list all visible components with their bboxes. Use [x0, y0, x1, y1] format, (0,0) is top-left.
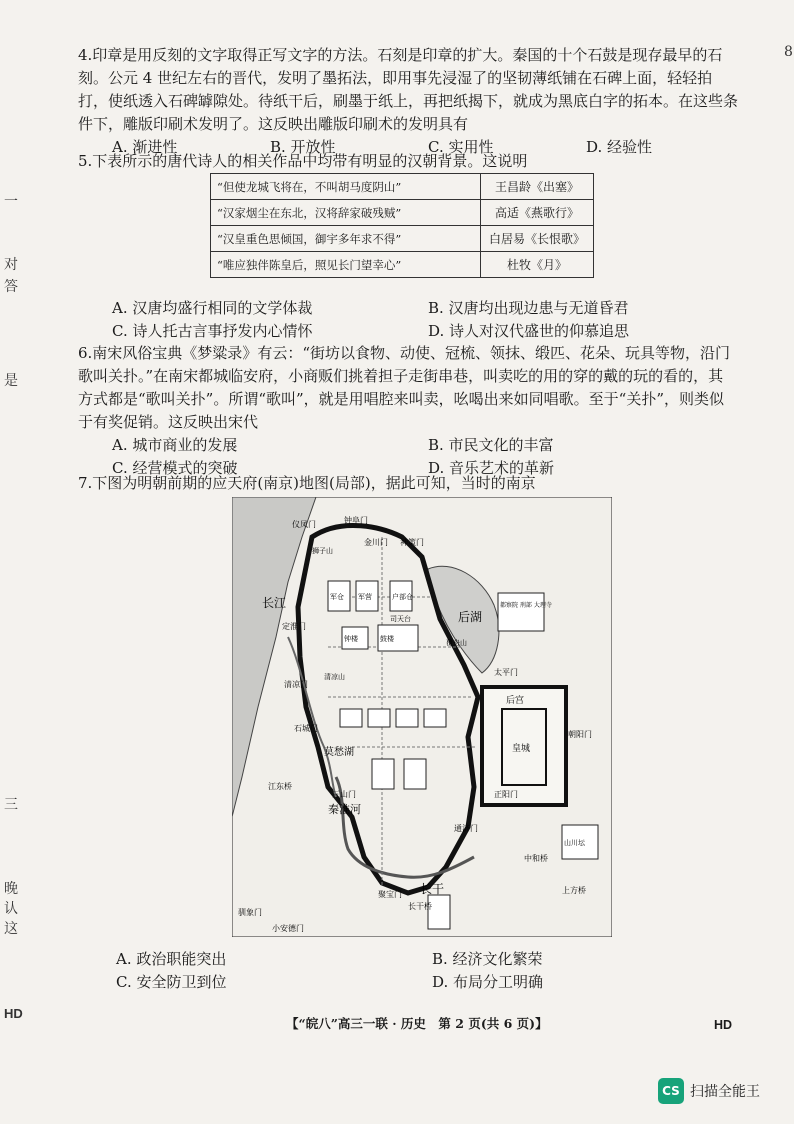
gate-label: 聚宝门 — [378, 890, 402, 899]
office-label: 皇城 — [512, 744, 531, 754]
options-row — [78, 297, 738, 320]
gate-label: 三山门 — [332, 790, 356, 799]
option-a[interactable]: A. 渐进性 — [112, 138, 178, 156]
table-row — [211, 200, 594, 226]
office-label: 司天台 — [390, 615, 411, 623]
gate-label: 正阳门 — [494, 790, 518, 799]
gate-label: 石城门 — [294, 724, 318, 733]
option-a[interactable]: A. 政治职能突出 — [116, 950, 227, 968]
question-7-options — [78, 948, 738, 994]
office-box — [498, 593, 544, 631]
options-row — [78, 320, 738, 343]
option-c[interactable]: C. 诗人托古言事抒发内心情怀 — [112, 322, 313, 340]
margin-char: 答 — [4, 279, 18, 295]
margin-char: 是 — [4, 373, 18, 389]
option-a[interactable]: A. 城市商业的发展 — [112, 436, 238, 454]
question-5-options — [78, 297, 738, 343]
verse-cell: “但使龙城飞将在，不叫胡马度阴山” — [211, 174, 481, 200]
office-label: 后宫 — [506, 696, 525, 706]
gate-label: 金川门 — [364, 538, 388, 547]
scanner-watermark — [658, 1078, 760, 1104]
margin-char: 对 — [4, 257, 18, 273]
scanner-app-name: 扫描全能王 — [690, 1084, 760, 1100]
office-box — [372, 759, 394, 789]
margin-char: 晚 — [4, 881, 18, 897]
office-box — [404, 759, 426, 789]
option-c[interactable]: C. 经营模式的突破 — [112, 459, 238, 477]
margin-char: 一 — [4, 194, 18, 210]
question-stem: 5.下表所示的唐代诗人的相关作品中均带有明显的汉朝背景。这说明 — [78, 152, 528, 170]
question-stem: 7.下图为明朝前期的应天府(南京)地图(局部)，据此可知，当时的南京 — [78, 474, 536, 492]
table-row — [211, 174, 594, 200]
option-c[interactable]: C. 安全防卫到位 — [116, 973, 227, 991]
verse-cell: “汉皇重色思倾国，御宇多年求不得” — [211, 226, 481, 252]
source-cell: 高适《燕歌行》 — [481, 200, 594, 226]
gate-label: 小安德门 — [272, 924, 304, 933]
options-row — [78, 434, 738, 457]
option-d[interactable]: D. 经验性 — [586, 138, 653, 156]
option-d[interactable]: D. 诗人对汉代盛世的仰慕追思 — [428, 322, 630, 340]
source-cell: 白居易《长恨歌》 — [481, 226, 594, 252]
district-label: 长干 — [420, 882, 445, 896]
option-b[interactable]: B. 汉唐均出现边患与无道昏君 — [428, 299, 629, 317]
office-label: 户部仓 — [392, 593, 413, 601]
mountain-label: 清凉山 — [324, 673, 345, 681]
page-footer: 【“皖八”高三一联 · 历史 第 2 页(共 6 页)】 — [286, 1016, 548, 1031]
bridge-label: 中和桥 — [524, 854, 548, 863]
office-box — [396, 709, 418, 727]
office-label: 鼓楼 — [380, 635, 394, 643]
office-label: 军营 — [358, 593, 372, 601]
option-d[interactable]: D. 布局分工明确 — [432, 973, 544, 991]
margin-char: 这 — [4, 921, 18, 937]
nanjing-map — [232, 497, 612, 937]
margin-char-right: 8 — [784, 44, 793, 60]
map-svg — [232, 497, 612, 937]
camscanner-logo-icon: CS — [658, 1078, 684, 1104]
bridge-label: 上方桥 — [562, 886, 586, 895]
gate-label: 朝阳门 — [568, 730, 592, 739]
options-row — [78, 971, 738, 994]
poem-table — [210, 173, 594, 278]
question-6 — [78, 342, 738, 480]
verse-cell: “唯应独伴陈皇后，照见长门望幸心” — [211, 252, 481, 278]
river-label: 秦淮河 — [328, 803, 361, 816]
source-cell: 杜牧《月》 — [481, 252, 594, 278]
footer-code: HD — [714, 1018, 733, 1032]
table-row — [211, 226, 594, 252]
source-cell: 王昌龄《出塞》 — [481, 174, 594, 200]
bridge-label: 长干桥 — [408, 902, 432, 911]
office-box — [424, 709, 446, 727]
gate-label: 仪凤门 — [292, 520, 316, 529]
option-c[interactable]: C. 实用性 — [428, 138, 494, 156]
verse-cell: “汉家烟尘在东北，汉将辞家破残贼” — [211, 200, 481, 226]
option-b[interactable]: B. 开放性 — [270, 138, 336, 156]
office-box — [340, 709, 362, 727]
gate-label: 清凉门 — [284, 680, 308, 689]
gate-label: 通济门 — [454, 824, 478, 833]
gate-label: 钟阜门 — [344, 516, 368, 525]
margin-code: HD — [4, 1006, 23, 1021]
lake-label: 莫愁湖 — [324, 747, 354, 758]
option-d[interactable]: D. 音乐艺术的革新 — [428, 459, 555, 477]
lake-label: 后湖 — [458, 610, 483, 624]
office-label: 山川坛 — [564, 839, 585, 847]
mountain-label: 狮子山 — [312, 547, 333, 555]
mountain-label: 覆舟山 — [446, 639, 467, 647]
margin-char: 认 — [4, 901, 18, 917]
question-stem: 4.印章是用反刻的文字取得正写文字的方法。石刻是印章的扩大。秦国的十个石鼓是现存最早的石刻。公元 4 世纪左右的晋代，发明了墨拓法，即用事先浸湿了的坚韧薄纸铺在石碑上面，轻轻拍打，使纸透入石碑罅隙处。待纸干后，刷墨于纸上，再把纸揭下，就成为黑底白字的拓本。在这些条件下，雕版印刷术发明了。这反映出雕版印刷术的发明具有 — [78, 46, 739, 133]
option-b[interactable]: B. 市民文化的丰富 — [428, 436, 554, 454]
office-label: 都察院 刑部 大理寺 — [500, 602, 552, 609]
gate-label: 神策门 — [400, 538, 424, 547]
office-label: 军仓 — [330, 593, 344, 601]
question-5 — [78, 150, 738, 173]
table-row — [211, 252, 594, 278]
option-b[interactable]: B. 经济文化繁荣 — [432, 950, 543, 968]
question-4 — [78, 44, 738, 159]
option-a[interactable]: A. 汉唐均盛行相同的文学体裁 — [112, 299, 313, 317]
river-label: 长江 — [262, 596, 287, 610]
gate-label: 定淮门 — [282, 622, 306, 631]
gate-label: 太平门 — [494, 668, 518, 677]
gate-label: 驯象门 — [238, 908, 262, 917]
bridge-label: 江东桥 — [268, 782, 292, 791]
office-box — [368, 709, 390, 727]
question-7 — [78, 472, 738, 495]
question-stem: 6.南宋风俗宝典《梦粱录》有云：“街坊以食物、动使、冠梳、领抹、缎匹、花朵、玩具等物，沿门歌叫关扑。”在南宋都城临安府，小商贩们挑着担子走街串巷，叫卖吃的用的穿的戴的玩的看的，其方式都是“歌叫关扑”。所谓“歌叫”，就是用唱腔来叫卖，吆喝出来如同唱歌。至于“关扑”，则类似于有奖促销。这反映出宋代 — [78, 344, 730, 431]
margin-char: 三 — [4, 797, 18, 813]
office-box — [428, 895, 450, 929]
office-label: 钟楼 — [344, 635, 358, 643]
options-row — [78, 948, 738, 971]
